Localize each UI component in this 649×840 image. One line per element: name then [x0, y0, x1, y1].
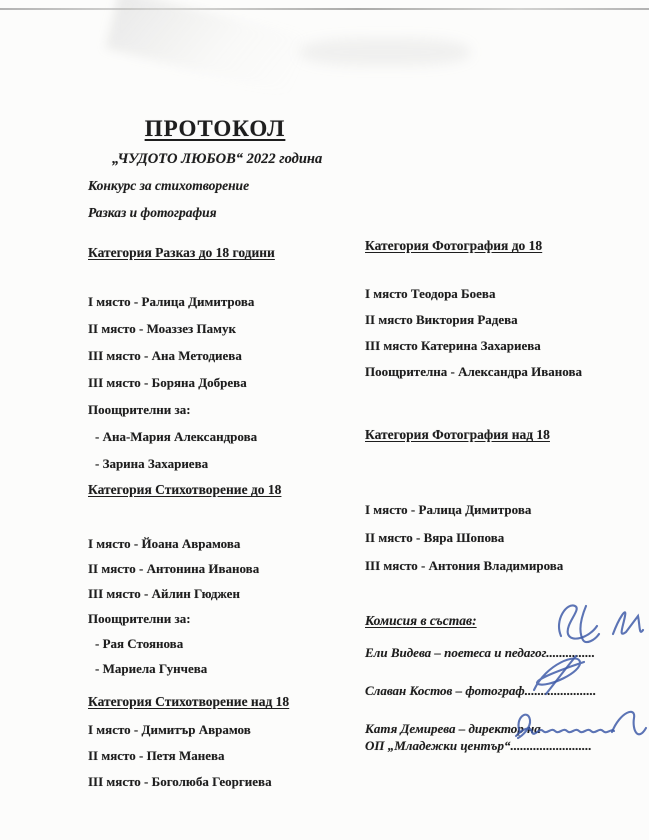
- encouragement-name: Поощрителна - Александра Иванова: [365, 364, 582, 379]
- encouragement-name: - Ана-Мария Александрова: [95, 429, 258, 444]
- award-line: III място - Айлин Гюджен: [88, 586, 240, 601]
- award-line: III място - Антония Владимирова: [365, 558, 564, 573]
- award-line: I място Теодора Боева: [365, 286, 496, 301]
- award-line: II място Виктория Радева: [365, 312, 518, 327]
- award-line: II място - Моаззез Памук: [88, 321, 236, 336]
- commission-header: Комисия в състав:: [365, 613, 477, 628]
- category-header: Категория Стихотворение до 18: [88, 482, 282, 497]
- section-category-razkaz-do-18: [88, 245, 275, 477]
- commission-member-line-1: Катя Демирева – директор на: [365, 721, 541, 736]
- award-line: III място - Ана Методиева: [88, 348, 242, 363]
- award-line: II място - Вяра Шопова: [365, 530, 505, 545]
- scan-ghost-text-smudge: [300, 38, 470, 66]
- document-subtitle: „ЧУДОТО ЛЮБОВ“ 2022 година: [112, 151, 323, 167]
- award-line: I място - Ралица Димитрова: [365, 502, 532, 517]
- commission-member-line: Ели Видева – поетеса и педагог...............: [365, 645, 595, 660]
- encouragement-label: Поощрителни за:: [88, 402, 191, 417]
- award-line: III място - Боголюба Георгиева: [88, 774, 272, 789]
- award-line: I място - Димитър Аврамов: [88, 722, 251, 737]
- award-line: II място - Петя Манева: [88, 748, 225, 763]
- category-header: Категория Фотография до 18: [365, 238, 543, 253]
- document-title: ПРОТОКОЛ: [144, 116, 286, 141]
- commission-member-line-2: ОП „Младежки център“.........................: [365, 738, 592, 753]
- section-commission: [365, 613, 596, 775]
- document-headline-2: Разказ и фотография: [88, 205, 217, 220]
- award-line: III място Катерина Захариева: [365, 338, 541, 353]
- scan-artifact-top-line: [0, 8, 649, 10]
- commission-member-line: [365, 720, 596, 754]
- section-category-fotografia-do-18: [365, 238, 582, 385]
- document-headline-1: Конкурс за стихотворение: [88, 178, 250, 193]
- section-category-stihotvorenie-nad-18: [88, 694, 289, 795]
- category-header: Категория Стихотворение над 18: [88, 694, 290, 709]
- encouragement-label: Поощрителни за:: [88, 611, 191, 626]
- category-header: Категория Разказ до 18 години: [88, 245, 275, 260]
- award-line: III място - Боряна Добрева: [88, 375, 247, 390]
- section-category-fotografia-nad-18: [365, 427, 563, 580]
- encouragement-name: - Зарина Захариева: [95, 456, 209, 471]
- scan-smudge: [106, 0, 305, 94]
- encouragement-name: - Мариела Гунчева: [95, 661, 208, 676]
- commission-member-line: Славан Костов – фотограф......................: [365, 683, 597, 698]
- category-header: Категория Фотография над 18: [365, 427, 550, 442]
- section-category-stihotvorenie-do-18: [88, 482, 281, 681]
- award-line: I място - Ралица Димитрова: [88, 294, 255, 309]
- award-line: II място - Антонина Иванова: [88, 561, 260, 576]
- award-line: I място - Йоана Аврамова: [88, 536, 241, 551]
- encouragement-name: - Рая Стоянова: [95, 636, 184, 651]
